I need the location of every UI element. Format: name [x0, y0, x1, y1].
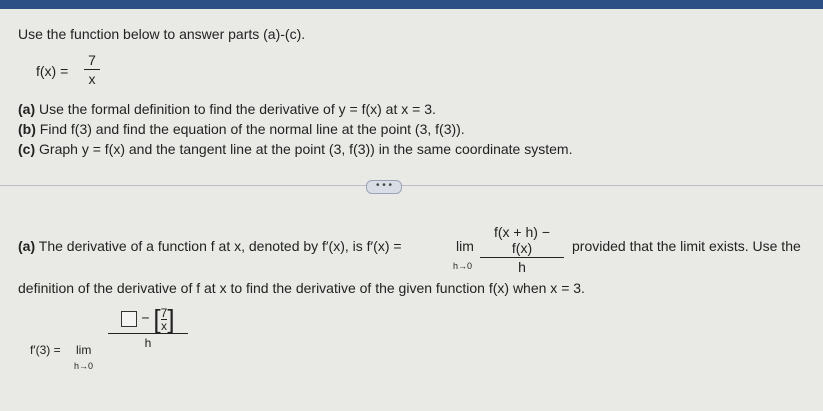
definition-lim: lim	[456, 238, 474, 254]
top-bar	[0, 0, 823, 9]
instructions-text: Use the function below to answer parts (a)-(c).	[18, 26, 306, 42]
inner-fraction: $\frac{7}{x}$	[160, 305, 168, 333]
part-c-question: (c) Graph y = f(x) and the tangent line at the point (3, f(3)) in the same coordinate system.	[18, 141, 573, 157]
quotient-denominator: h	[144, 336, 152, 350]
formula-lim-sub: h→0	[74, 361, 94, 371]
definition-fraction	[480, 224, 564, 275]
expand-more-button[interactable]: • • •	[366, 180, 402, 194]
derivative-definition-text: (a) The derivative of a function f at x, denoted by f′(x), is f′(x) =	[18, 238, 402, 254]
function-fraction	[84, 52, 100, 87]
quotient-numerator: − $[\frac{7}{x}]$	[108, 306, 188, 333]
part-a-question: (a) Use the formal definition to find the derivative of y = f(x) at x = 3.	[18, 101, 436, 117]
formula-lim: lim	[76, 343, 92, 357]
answer-input-box[interactable]	[121, 311, 137, 327]
definition-line2-text: definition of the derivative of f at x to find the derivative of the given function f(x) when x = 3.	[18, 280, 585, 296]
function-lhs: f(x) =	[36, 63, 69, 79]
part-b-question: (b) Find f(3) and find the equation of the normal line at the point (3, f(3)).	[18, 121, 465, 137]
section-divider	[0, 185, 823, 186]
definition-denominator: h	[518, 259, 526, 275]
function-denominator: x	[88, 71, 96, 87]
difference-quotient	[108, 306, 188, 351]
derivative-lhs: f′(3) =	[30, 343, 61, 357]
definition-numerator: f(x + h) − f(x)	[493, 224, 551, 256]
function-numerator: 7	[88, 52, 96, 68]
definition-lim-sub: h→0	[453, 261, 473, 271]
definition-tail-text: provided that the limit exists. Use the	[572, 238, 801, 254]
